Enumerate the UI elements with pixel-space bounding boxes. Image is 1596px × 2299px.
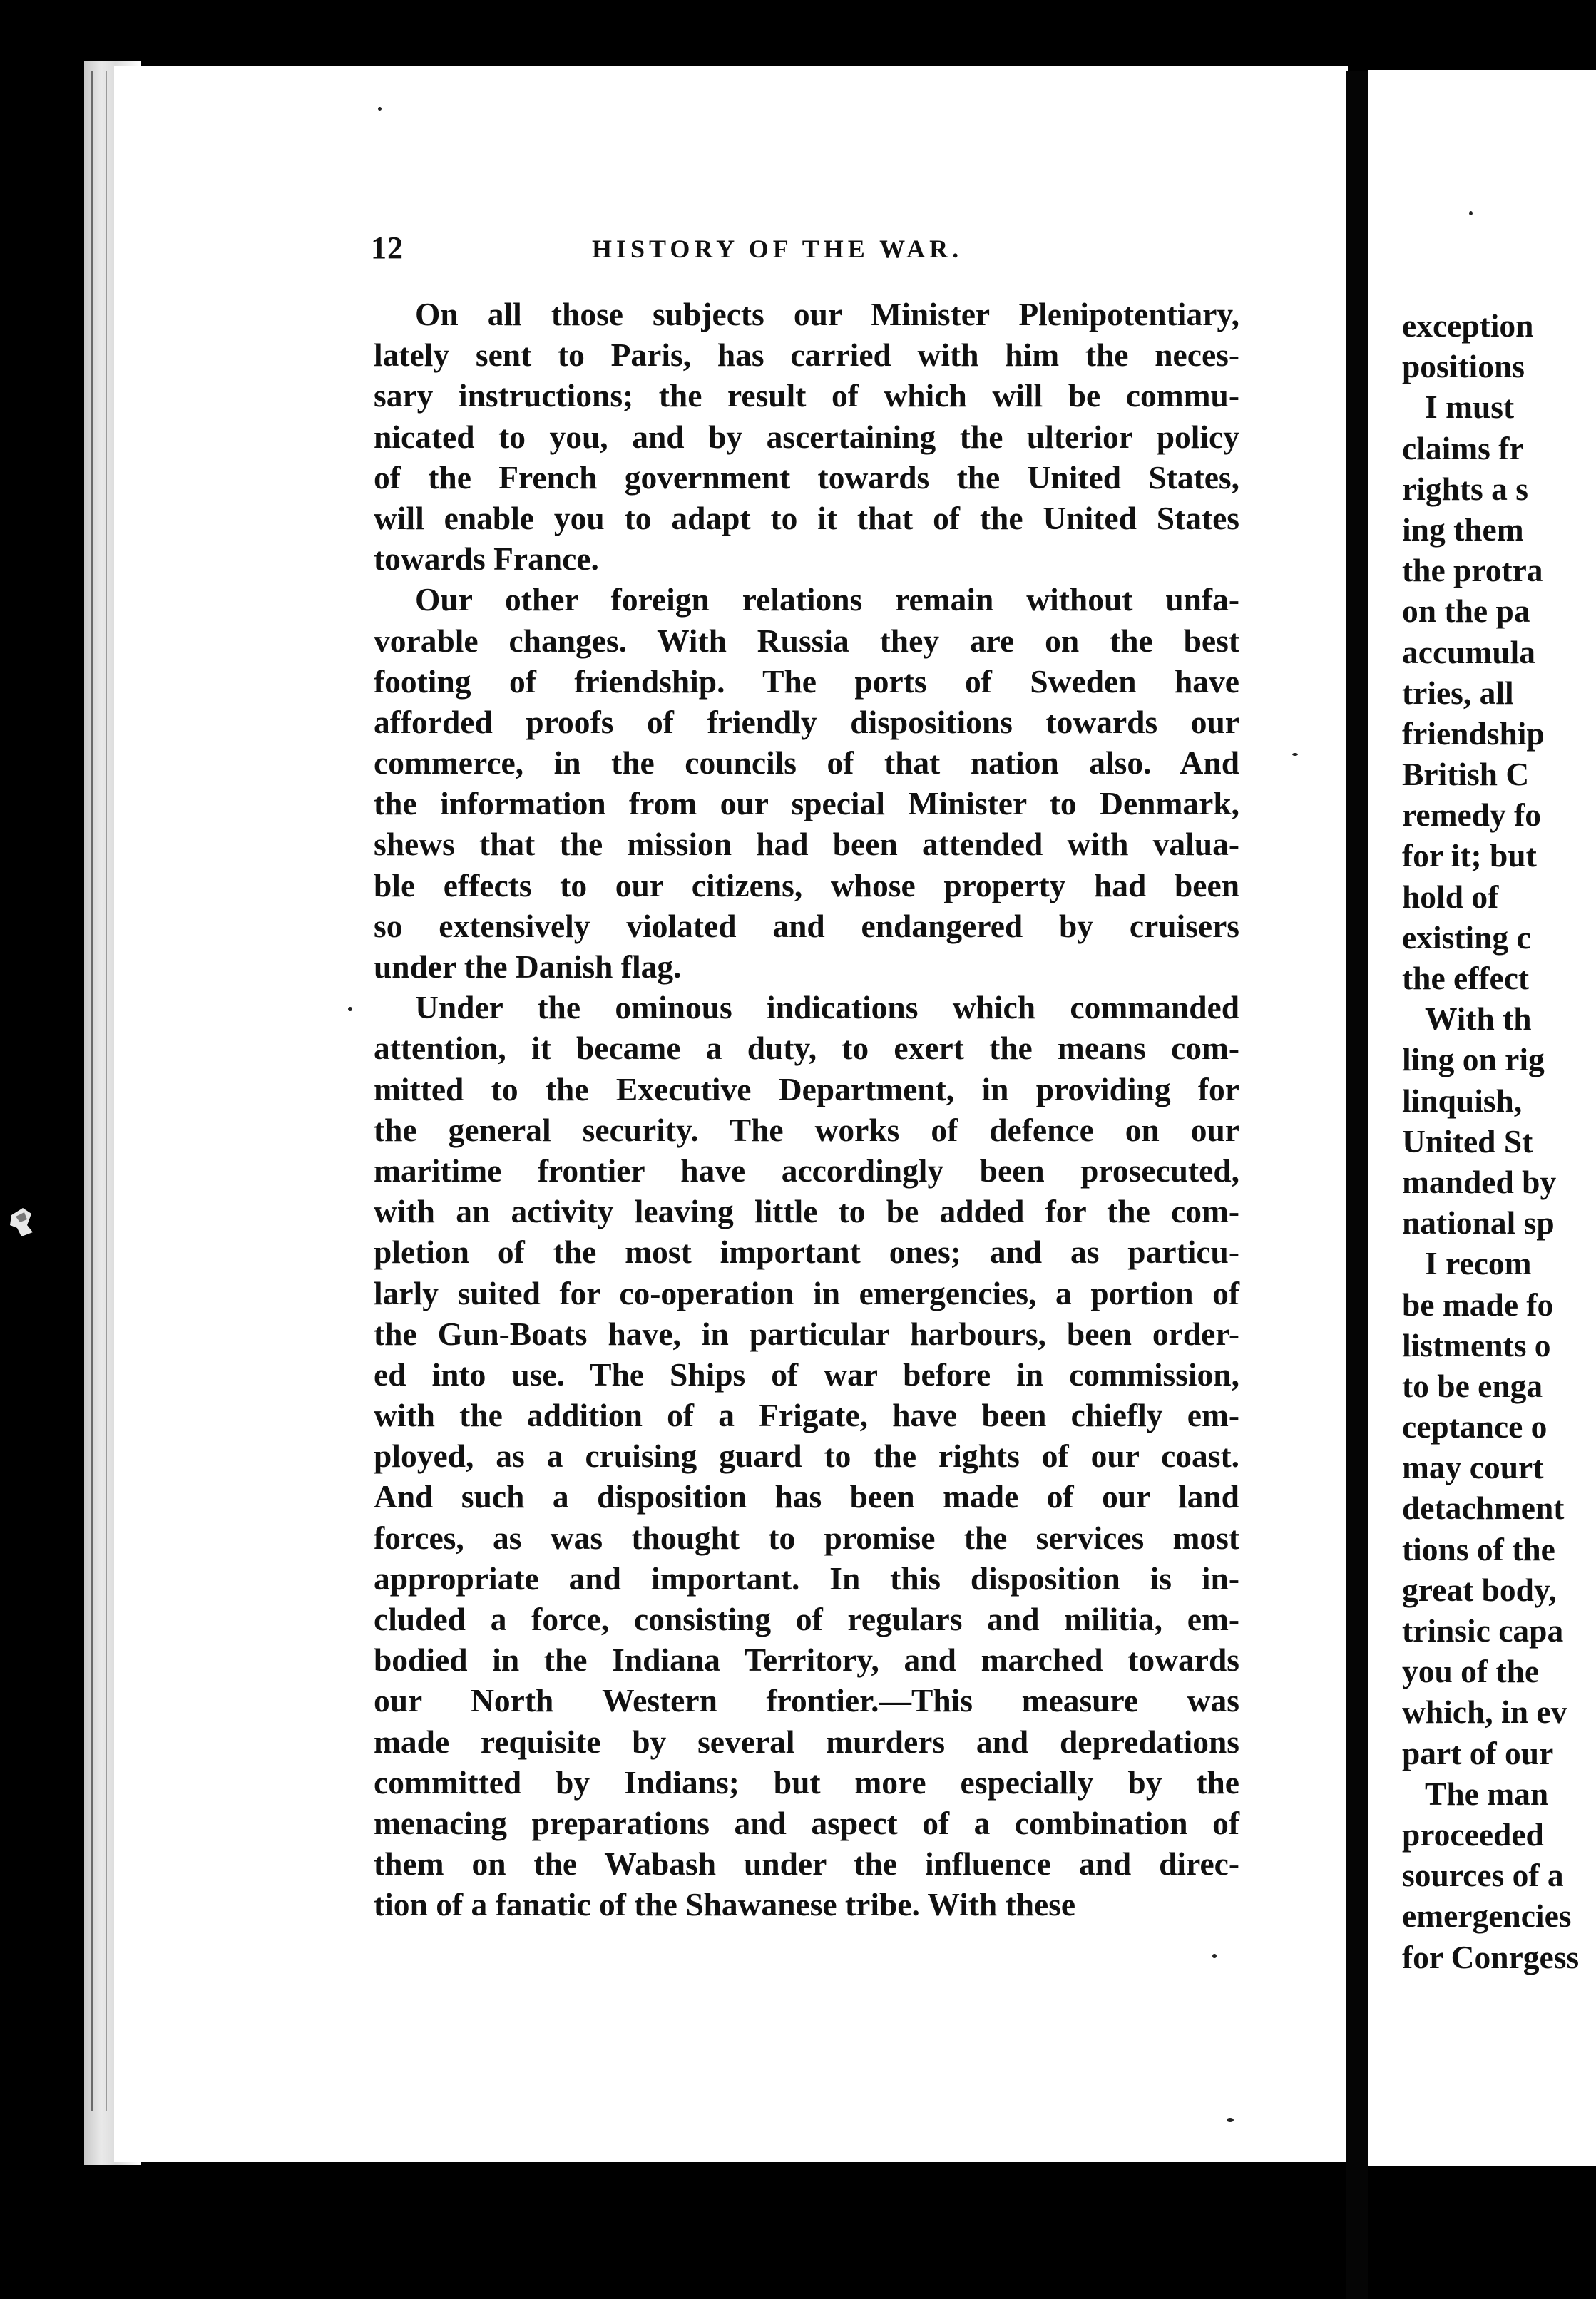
text-line: you of the — [1402, 1653, 1540, 1690]
text-line: positions — [1402, 348, 1525, 385]
text-line: ling on rig — [1402, 1041, 1545, 1078]
text-line: remedy fo — [1402, 797, 1541, 834]
text-line: sources of a — [1402, 1857, 1564, 1894]
text-line: the effect — [1402, 960, 1530, 996]
paper-speck — [1469, 211, 1473, 215]
text-line: detachment — [1402, 1490, 1565, 1527]
text-line: national sp — [1402, 1204, 1555, 1241]
book-gutter — [1346, 71, 1368, 2299]
text-line: exception — [1402, 307, 1534, 344]
text-line: rights a s — [1402, 470, 1528, 507]
text-line: menacing preparations and aspect of a combination of — [374, 1804, 1239, 1841]
text-line: existing c — [1402, 918, 1531, 956]
text-line: manded by — [1402, 1163, 1557, 1200]
text-line: will enable you to adapt to it that of the United States — [374, 499, 1239, 536]
text-line: ed into use. The Ships of war before in commission, — [374, 1356, 1239, 1393]
text-line: the protra — [1402, 552, 1543, 589]
text-line: British C — [1402, 756, 1530, 793]
page-edge-line — [91, 71, 93, 2111]
text-line: appropriate and important. In this disposition is in- — [374, 1560, 1239, 1597]
text-line: mitted to the Executive Department, in providing for — [374, 1070, 1239, 1107]
margin-mark — [7, 1201, 36, 1244]
paragraph — [374, 987, 1239, 1925]
paragraph — [374, 294, 1239, 579]
text-line: ceptance o — [1402, 1408, 1548, 1445]
text-line: to be enga — [1402, 1367, 1543, 1404]
text-line: committed by Indians; but more especially by the — [374, 1763, 1239, 1801]
running-head: HISTORY OF THE WAR. — [592, 235, 963, 263]
text-line: I recom — [1425, 1245, 1532, 1282]
text-line: for Conrgess — [1402, 1938, 1580, 1975]
text-line: trinsic capa — [1402, 1612, 1564, 1649]
text-line: on the pa — [1402, 593, 1530, 630]
text-line: be made fo — [1402, 1286, 1554, 1323]
text-line: With th — [1425, 1000, 1532, 1038]
text-line: nicated to you, and by ascertaining the ulterior policy — [374, 418, 1239, 455]
paper-speck — [1212, 1954, 1217, 1958]
text-line: hold of — [1402, 878, 1499, 915]
text-line: so extensively violated and endangered by cruisers — [374, 907, 1239, 944]
paper-speck — [1227, 2118, 1234, 2122]
text-line: Under the ominous indications which commanded — [415, 989, 1239, 1026]
text-line: with the addition of a Frigate, have been chiefly em- — [374, 1397, 1239, 1434]
text-line: pletion of the most important ones; and as particu- — [374, 1234, 1239, 1271]
text-line: the Gun-Boats have, in particular harbours, been order- — [374, 1315, 1239, 1352]
text-line: for it; but — [1402, 837, 1537, 874]
right-page-body — [1402, 305, 1596, 1977]
text-line: towards France. — [374, 541, 599, 578]
text-line: emergencies — [1402, 1898, 1572, 1935]
text-line: tries, all — [1402, 674, 1514, 711]
text-line: commerce, in the councils of that nation also. And — [374, 744, 1239, 782]
paper-speck — [378, 107, 382, 111]
text-line: the general security. The works of defence on our — [374, 1111, 1239, 1148]
text-line: vorable changes. With Russia they are on the best — [374, 622, 1239, 659]
text-line: lately sent to Paris, has carried with him the neces- — [374, 337, 1239, 374]
text-line: And such a disposition has been made of our land — [374, 1478, 1239, 1515]
text-line: under the Danish flag. — [374, 948, 682, 985]
text-line: sary instructions; the result of which will be commu- — [374, 377, 1239, 414]
text-line: listments o — [1402, 1326, 1551, 1363]
left-page-body — [374, 294, 1239, 1925]
text-line: friendship — [1402, 715, 1545, 752]
text-line: tions of the — [1402, 1530, 1555, 1567]
text-line: great body, — [1402, 1571, 1557, 1608]
text-line: Our other foreign relations remain without unfa- — [415, 581, 1239, 618]
text-line: which, in ev — [1402, 1694, 1567, 1731]
text-line: the information from our special Minister to Denmark, — [374, 785, 1239, 822]
paper-speck — [1292, 753, 1298, 756]
text-line: ployed, as a cruising guard to the rights of our coast. — [374, 1438, 1239, 1475]
text-line: our North Western frontier.—This measure was — [374, 1682, 1239, 1719]
page-edge-line — [106, 71, 107, 2111]
text-line: footing of friendship. The ports of Sweden have — [374, 662, 1239, 700]
text-line: The man — [1425, 1775, 1549, 1812]
right-page — [1368, 70, 1596, 2166]
text-line: cluded a force, consisting of regulars and militia, em- — [374, 1601, 1239, 1637]
paragraph — [374, 579, 1239, 987]
text-line: United St — [1402, 1122, 1533, 1159]
text-line: attention, it became a duty, to exert the means com- — [374, 1030, 1239, 1067]
text-line: proceeded — [1402, 1816, 1544, 1853]
text-line: of the French government towards the United States, — [374, 459, 1239, 496]
text-line: forces, as was thought to promise the services most — [374, 1519, 1239, 1556]
text-line: afforded proofs of friendly dispositions towards our — [374, 703, 1239, 740]
text-line: them on the Wabash under the influence and direc- — [374, 1845, 1239, 1883]
text-line: with an activity leaving little to be added for the com- — [374, 1193, 1239, 1230]
text-line: claims fr — [1402, 429, 1524, 466]
text-line: I must — [1425, 389, 1515, 426]
text-line: On all those subjects our Minister Plenipotentiary, — [415, 296, 1239, 332]
text-line: accumula — [1402, 633, 1536, 670]
page-number: 12 — [371, 230, 404, 265]
text-line: ing them — [1402, 511, 1524, 548]
text-line: larly suited for co-operation in emergencies, a portion of — [374, 1274, 1239, 1311]
text-line: linquish, — [1402, 1082, 1523, 1119]
text-line: shews that the mission had been attended with valua- — [374, 826, 1239, 863]
page-header — [371, 230, 1255, 272]
text-line: made requisite by several murders and depredations — [374, 1723, 1239, 1760]
text-line: tion of a fanatic of the Shawanese tribe. With these — [374, 1886, 1076, 1923]
paper-speck — [348, 1007, 352, 1011]
text-line: may court — [1402, 1449, 1544, 1486]
text-line: part of our — [1402, 1734, 1554, 1771]
text-line: maritime frontier have accordingly been prosecuted, — [374, 1152, 1239, 1189]
text-line: bodied in the Indiana Territory, and marched towards — [374, 1642, 1239, 1679]
text-line: ble effects to our citizens, whose property had been — [374, 866, 1239, 903]
